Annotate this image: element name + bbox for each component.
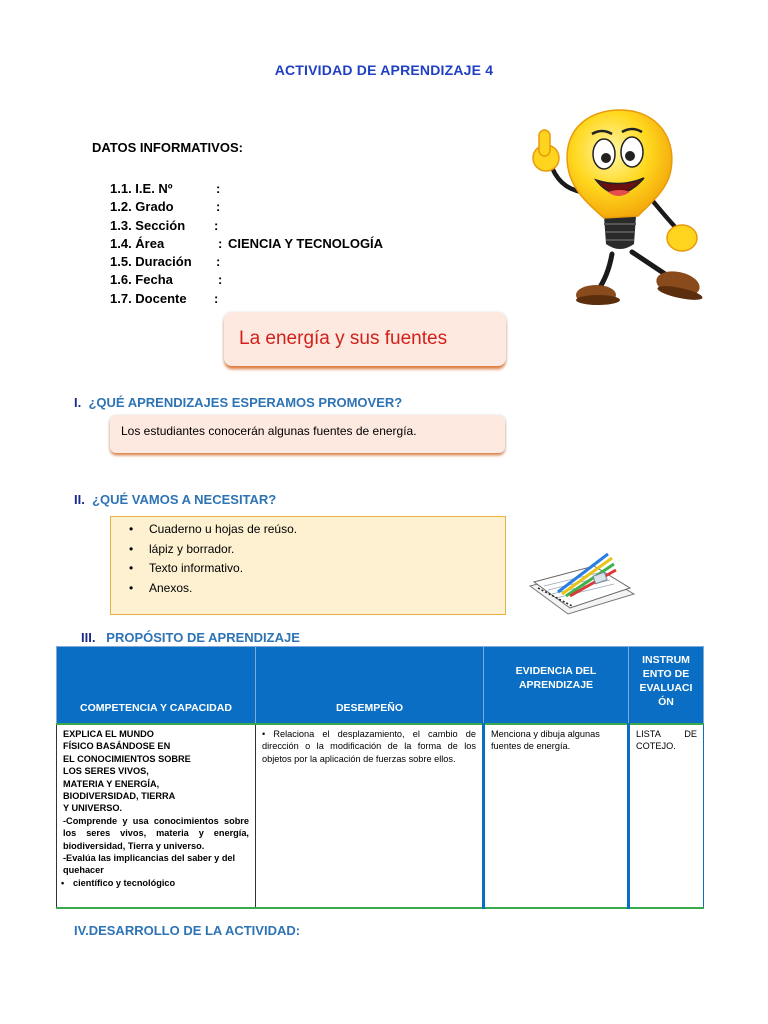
section-2-heading [74,492,276,507]
cell-evidencia: Menciona y dibuja algunas fuentes de energía. [484,724,629,908]
info-row [110,181,221,199]
materials-list [129,522,297,600]
cell-instrumento: LISTA DE COTEJO. [629,724,704,908]
notebook-pencils-image [522,548,640,620]
competencia-bullet: • científico y tecnológico [63,877,249,889]
table-header-row [57,647,704,725]
competencia-line: LOS SERES VIVOS, [63,766,149,777]
section-3-heading [81,630,300,645]
info-list [110,181,384,309]
materials-box [110,516,506,615]
section-title: DESARROLLO DE LA ACTIVIDAD: [88,923,301,938]
info-row [110,254,221,272]
topic-banner [224,312,506,366]
competencia-line: -Comprende y usa conocimientos sobre los seres vivos, materia y energía, biodiversidad, Tierra y universo. [63,815,249,851]
section-1-heading [74,395,402,410]
competencia-line: EL CONOCIMIENTOS SOBRE [63,753,191,764]
learning-goal-text: Los estudiantes conocerán algunas fuentes de energía. [121,424,417,438]
lightbulb-mascot-image [520,104,706,310]
info-colon: : [218,272,223,288]
list-item: • Cuaderno u hojas de reúso. [129,522,297,542]
section-number: III. [81,630,96,645]
info-colon: : [216,199,221,215]
cell-desempeno [256,724,484,908]
header-instrumento: INSTRUM ENTO DE EVALUACI ÓN [629,647,704,725]
section-4-heading [74,923,300,938]
info-label: 1.7. Docente [110,290,187,306]
list-item: • Texto informativo. [129,561,297,581]
section-number: I. [74,395,82,410]
info-colon: : [214,290,219,306]
desempeno-text: • Relaciona el desplazamiento, el cambio de dirección o la modificación de la forma de los objetos por la aplicación de fuerzas sobre ellos. [262,729,476,764]
info-colon: : [216,181,221,196]
datos-heading: DATOS INFORMATIVOS: [92,140,243,155]
competencia-line: MATERIA Y ENERGÍA, [63,778,160,789]
info-label: 1.3. Sección [110,217,186,233]
topic-title: La energía y sus fuentes [239,328,448,349]
info-row [110,199,221,217]
info-label: 1.5. Duración [110,254,192,270]
purpose-table [56,646,704,909]
info-row [110,290,219,309]
section-title: PROPÓSITO DE APRENDIZAJE [106,630,300,645]
section-number: IV. [74,923,89,938]
competencia-line: FÍSICO BASÁNDOSE EN [63,741,171,752]
competencia-line: -Evalúa las implicancias del saber y del quehacer [63,853,236,876]
info-colon: : [214,217,219,233]
section-title: ¿QUÉ APRENDIZAJES ESPERAMOS PROMOVER? [88,395,403,410]
info-row [110,272,223,290]
header-desempeno: DESEMPEÑO [256,647,484,725]
info-label: 1.1. I.E. Nº [110,181,173,196]
info-row [110,235,384,254]
competencia-line: EXPLICA EL MUNDO [63,729,154,739]
section-number: II. [74,492,85,507]
info-colon: : [218,235,223,251]
info-label: 1.4. Área [110,235,165,251]
section-title: ¿QUÉ VAMOS A NECESITAR? [92,492,277,507]
list-item: • lápiz y borrador. [129,542,297,562]
header-competencia: COMPETENCIA Y CAPACIDAD [57,647,256,725]
document-title: ACTIVIDAD DE APRENDIZAJE 4 [274,62,494,78]
header-evidencia: EVIDENCIA DEL APRENDIZAJE [484,647,629,725]
info-colon: : [216,254,221,270]
info-row [110,217,219,236]
list-item: • Anexos. [129,581,297,601]
learning-goal-box [110,415,505,453]
competencia-line: BIODIVERSIDAD, TIERRA [63,791,176,802]
cell-competencia [57,724,256,908]
info-label: 1.2. Grado [110,199,174,215]
table-row [57,724,704,908]
info-label: 1.6. Fecha [110,272,173,288]
competencia-line: Y UNIVERSO. [63,803,123,814]
info-value: CIENCIA Y TECNOLOGÍA [228,235,384,251]
